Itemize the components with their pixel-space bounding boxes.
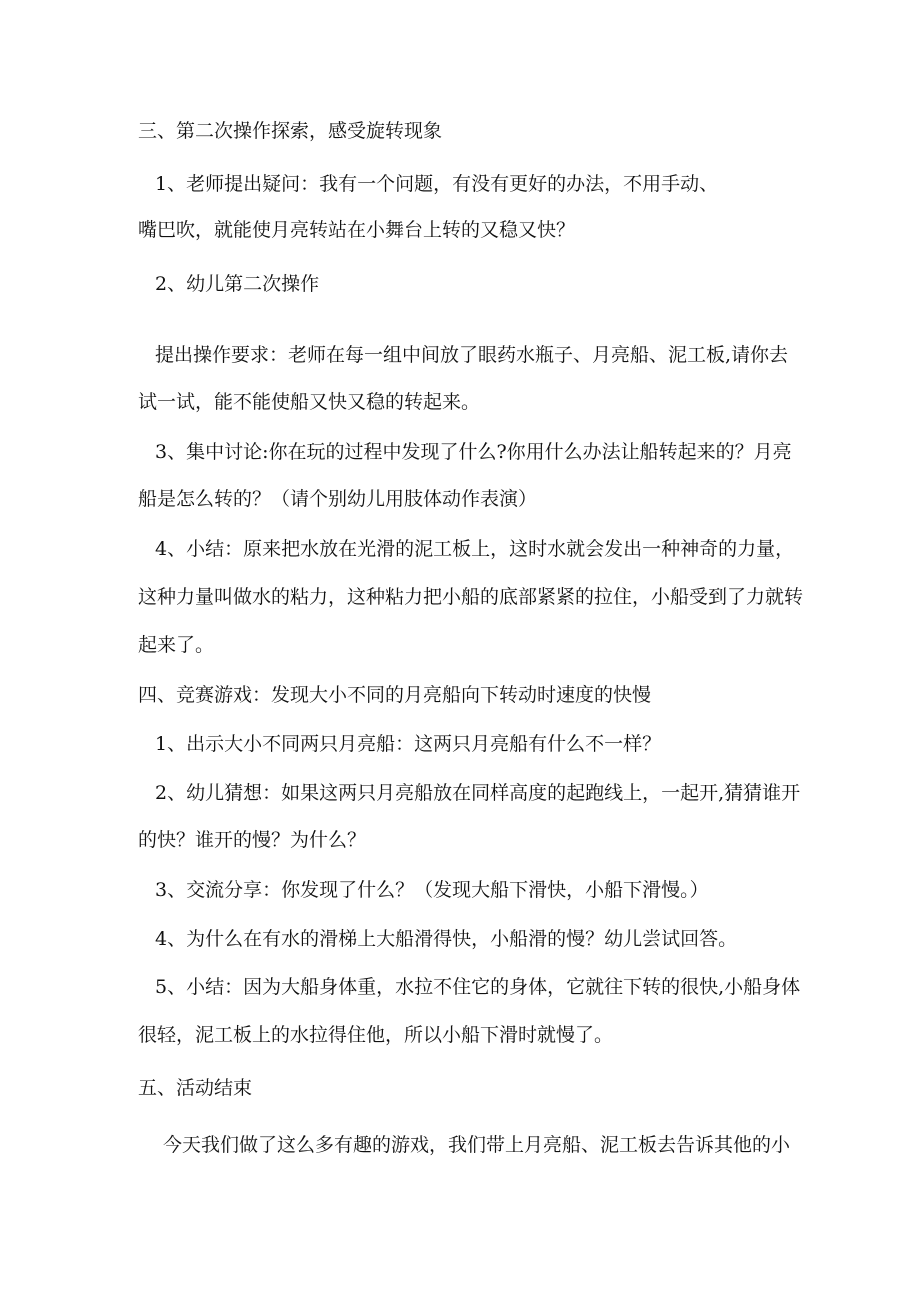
section-heading-5: 五、活动结束 xyxy=(138,1077,253,1099)
paragraph-line: 嘴巴吹，就能使月亮转站在小舞台上转的又稳又快？ xyxy=(138,219,576,241)
paragraph-line: 今天我们做了这么多有趣的游戏，我们带上月亮船、泥工板去告诉其他的小 xyxy=(163,1134,791,1156)
paragraph-line: 5、小结：因为大船身体重，水拉不住它的身体，它就往下转的很快,小船身体 xyxy=(155,976,801,998)
paragraph-line: 提出操作要求：老师在每一组中间放了眼药水瓶子、月亮船、泥工板,请你去 xyxy=(155,344,789,366)
section-heading-3: 三、第二次操作探索，感受旋转现象 xyxy=(138,120,443,142)
paragraph-line: 的快？谁开的慢？为什么？ xyxy=(138,829,367,851)
paragraph-line: 2、幼儿第二次操作 xyxy=(155,273,320,295)
paragraph-line: 3、交流分享：你发现了什么？（发现大船下滑快，小船下滑慢。） xyxy=(155,879,709,901)
paragraph-line: 很轻，泥工板上的水拉得住他，所以小船下滑时就慢了。 xyxy=(138,1024,614,1046)
paragraph-line: 1、老师提出疑问：我有一个问题，有没有更好的办法，不用手动、 xyxy=(155,173,719,195)
paragraph-line: 4、为什么在有水的滑梯上大船滑得快，小船滑的慢？幼儿尝试回答。 xyxy=(155,928,738,950)
section-heading-4: 四、竞赛游戏：发现大小不同的月亮船向下转动时速度的快慢 xyxy=(138,684,652,706)
paragraph-line: 4、小结：原来把水放在光滑的泥工板上，这时水就会发出一种神奇的力量， xyxy=(155,538,795,560)
paragraph-line: 1、出示大小不同两只月亮船：这两只月亮船有什么不一样？ xyxy=(155,733,662,755)
paragraph-line: 起来了。 xyxy=(138,634,215,656)
paragraph-line: 这种力量叫做水的粘力，这种粘力把小船的底部紧紧的拉住，小船受到了力就转 xyxy=(138,586,804,608)
paragraph-line: 船是怎么转的？（请个别幼儿用肢体动作表演） xyxy=(138,488,538,510)
paragraph-line: 试一试，能不能使船又快又稳的转起来。 xyxy=(138,391,481,413)
paragraph-line: 3、集中讨论:你在玩的过程中发现了什么?你用什么办法让船转起来的？月亮 xyxy=(155,441,792,463)
paragraph-line: 2、幼儿猜想：如果这两只月亮船放在同样高度的起跑线上，一起开,猜猜谁开 xyxy=(155,782,801,804)
